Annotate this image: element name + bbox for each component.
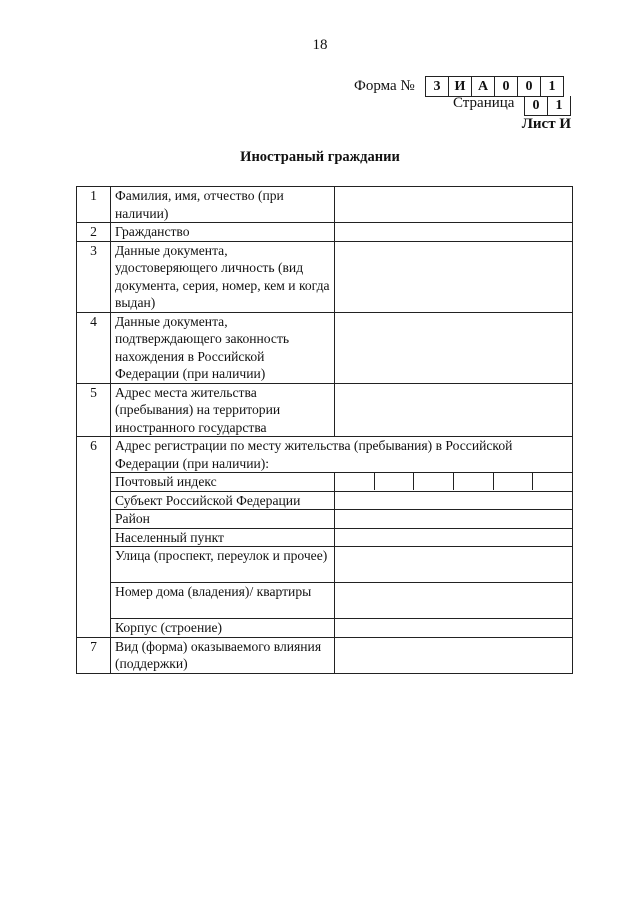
postal-digit-box[interactable] [453,473,493,490]
postal-code-boxes [335,473,572,490]
postal-digit-box[interactable] [413,473,453,490]
row-label: Фамилия, имя, отчество (при наличии) [111,187,335,223]
value-cell[interactable] [335,528,573,547]
subrow-label: Улица (проспект, переулок и прочее) [111,547,335,583]
subrow-label: Субъект Российской Федерации [111,491,335,510]
row-number: 1 [77,187,111,223]
row-label: Гражданство [111,223,335,242]
row-label: Данные документа, удостоверяющего личность (вид документа, серия, номер, кем и когда выдан) [111,241,335,312]
postal-digit-box[interactable] [532,473,572,490]
page-code-cells [524,96,571,116]
table-row [77,223,573,242]
subrow-label: Населенный пункт [111,528,335,547]
value-cell[interactable] [335,383,573,437]
table-row [77,187,573,223]
value-cell[interactable] [335,241,573,312]
document-title: Иностраный граждании [240,149,400,165]
postal-code-input[interactable] [335,473,573,492]
value-cell[interactable] [335,491,573,510]
address-subrow [77,619,573,638]
address-subrow [77,473,573,492]
table-row [77,241,573,312]
row-number: 2 [77,223,111,242]
table-row [77,637,573,673]
subrow-label: Район [111,510,335,529]
postal-digit-box[interactable] [493,473,533,490]
table-row [77,312,573,383]
value-cell[interactable] [335,312,573,383]
form-code-cell: А [471,77,494,96]
row-label: Данные документа, подтверждающего законность нахождения в Российской Федерации (при наличии) [111,312,335,383]
value-cell[interactable] [335,637,573,673]
subrow-label: Почтовый индекс [111,473,335,492]
page-label: Страница [453,95,515,111]
row-number: 5 [77,383,111,437]
form-code-cell: 3 [433,79,441,94]
postal-digit-box[interactable] [335,473,374,490]
address-subrow [77,547,573,583]
table-row [77,437,573,473]
row-number: 7 [77,637,111,673]
address-subrow [77,491,573,510]
address-subrow [77,528,573,547]
row-label: Вид (форма) оказываемого влияния (поддержки) [111,637,335,673]
subrow-label: Номер дома (владения)/ квартиры [111,583,335,619]
value-cell[interactable] [335,547,573,583]
page-code-cell: 0 [532,98,540,113]
row-label: Адрес регистрации по месту жительства (пребывания) в Российской Федерации (при наличии): [111,437,573,473]
table-row [77,383,573,437]
value-cell[interactable] [335,583,573,619]
form-code-cell: 1 [540,77,563,96]
address-subrow [77,583,573,619]
row-number: 3 [77,241,111,312]
address-subrow [77,510,573,529]
row-number: 6 [77,437,111,638]
value-cell[interactable] [335,619,573,638]
page-number: 18 [312,37,328,53]
form-code-cell: 0 [517,77,540,96]
value-cell[interactable] [335,187,573,223]
value-cell[interactable] [335,510,573,529]
form-code-cells [425,76,564,97]
sheet-label: Лист И [521,116,571,132]
subrow-label: Корпус (строение) [111,619,335,638]
value-cell[interactable] [335,223,573,242]
form-number-label: Форма № [354,78,415,94]
page-code-cell: 1 [547,96,570,115]
row-number: 4 [77,312,111,383]
form-code-cell: И [448,77,471,96]
postal-digit-box[interactable] [374,473,414,490]
form-code-cell: 0 [494,77,517,96]
citizen-form-table [76,186,573,674]
row-label: Адрес места жительства (пребывания) на территории иностранного государства [111,383,335,437]
